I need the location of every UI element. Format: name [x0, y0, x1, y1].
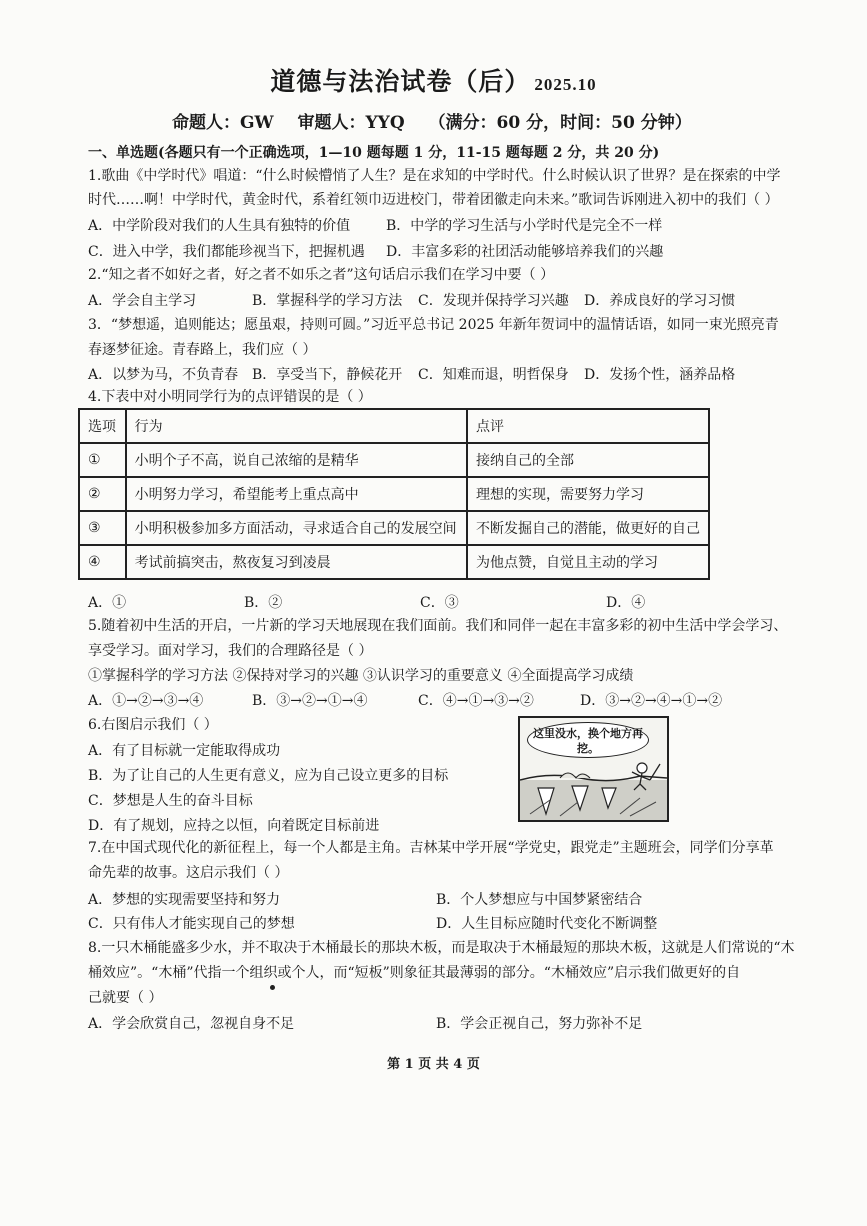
q8-line3: 己就要（ ）: [88, 990, 163, 1006]
table-row: [79, 477, 709, 511]
table-cell: ②: [79, 477, 126, 511]
table-cell: 小明个子不高，说自己浓缩的是精华: [126, 443, 467, 477]
q8-line2: 桶效应”。“木桶”代指一个组织或个人，而“短板”则象征其最薄弱的部分。“木桶效应”启示我们做更好的自: [88, 965, 741, 981]
q2-option-d: D．养成良好的学习习惯: [584, 293, 736, 309]
table-header-cell: 点评: [467, 409, 709, 443]
table-cell: 理想的实现，需要努力学习: [467, 477, 709, 511]
section-heading: 一、单选题(各题只有一个正确选项，1—10 题每题 1 分，11-15 题每题 2 分，共 20 分): [88, 145, 660, 161]
q5-line2: 享受学习。面对学习，我们的合理路径是（ ）: [88, 643, 373, 659]
q7-option-d: D．人生目标应随时代变化不断调整: [436, 916, 658, 932]
q5-line1: 5.随着初中生活的开启，一片新的学习天地展现在我们面前。我们和同伴一起在丰富多彩的初中生活中学会学习、: [88, 618, 788, 634]
q7-line1: 7.在中国式现代化的新征程上，每一个人都是主角。吉林某中学开展“学党史，跟党走”主题班会，同学们分享革: [88, 840, 774, 856]
q5-option-b: B．③→②→①→④: [252, 693, 368, 709]
q4-table: [78, 408, 710, 580]
q1-option-d: D．丰富多彩的社团活动能够培养我们的兴趣: [386, 244, 664, 260]
q5-option-d: D．③→②→④→①→②: [580, 693, 723, 709]
q6-line1: 6.右图启示我们（ ）: [88, 717, 218, 733]
q3-option-b: B．享受当下，静候花开: [252, 367, 403, 383]
table-cell: 小明积极参加多方面活动，寻求适合自己的发展空间: [126, 511, 467, 545]
q8-line1: 8.一只木桶能盛多少水，并不取决于木桶最长的那块木板，而是取决于木桶最短的那块木板，这就是人们常说的“木: [88, 940, 795, 956]
setter: 命题人：GW: [172, 113, 274, 133]
q4-option-b: B．②: [244, 595, 283, 611]
table-row: [79, 443, 709, 477]
q6-option-a: A．有了目标就一定能取得成功: [88, 743, 281, 759]
table-cell: 为他点赞，自觉且主动的学习: [467, 545, 709, 579]
q1-option-b: B．中学的学习生活与小学时代是完全不一样: [386, 218, 663, 234]
q7-option-a: A．梦想的实现需要坚持和努力: [88, 892, 281, 908]
q6-option-d: D．有了规划，应持之以恒，向着既定目标前进: [88, 818, 380, 834]
q5-option-a: A．①→②→③→④: [88, 693, 204, 709]
page-footer: 第 1 页 共 4 页: [387, 1057, 480, 1072]
table-cell: 不断发掘自己的潜能，做更好的自己: [467, 511, 709, 545]
q4-option-a: A．①: [88, 595, 127, 611]
table-header-cell: 选项: [79, 409, 126, 443]
table-row: [79, 545, 709, 579]
q1-line2: 时代……啊！中学时代，黄金时代，系着红领巾迈进校门，带着团徽走向未来。”歌词告诉刚进入初中的我们（ ）: [88, 192, 779, 208]
reviewer: 审题人：YYQ: [297, 113, 405, 133]
q4-line1: 4.下表中对小明同学行为的点评错误的是（ ）: [88, 389, 372, 405]
q7-option-b: B．个人梦想应与中国梦紧密结合: [436, 892, 643, 908]
table-header-cell: 行为: [126, 409, 467, 443]
table-cell: ③: [79, 511, 126, 545]
q3-option-a: A．以梦为马，不负青春: [88, 367, 239, 383]
q3-line2: 春逐梦征途。青春路上，我们应（ ）: [88, 342, 317, 358]
ink-dot: [270, 985, 275, 990]
q8-option-b: B．学会正视自己，努力弥补不足: [436, 1016, 643, 1032]
q1-line1: 1.歌曲《中学时代》唱道：“什么时候懵悄了人生？是在求知的中学时代。什么时候认识了世界？是在探索的中学: [88, 168, 781, 184]
table-row: [79, 511, 709, 545]
q4-option-d: D．④: [606, 595, 646, 611]
speech-bubble: 这里没水，换个地方再挖。: [527, 722, 649, 758]
q6-option-c: C．梦想是人生的奋斗目标: [88, 793, 253, 809]
table-cell: ④: [79, 545, 126, 579]
q7-line2: 命先辈的故事。这启示我们（ ）: [88, 865, 289, 881]
q1-option-c: C．进入中学，我们都能珍视当下，把握机遇: [88, 244, 365, 260]
table-cell: 考试前搞突击，熬夜复习到凌晨: [126, 545, 467, 579]
q1-option-a: A．中学阶段对我们的人生具有独特的价值: [88, 218, 351, 234]
q5-line3: ①掌握科学的学习方法 ②保持对学习的兴趣 ③认识学习的重要意义 ④全面提高学习成绩: [88, 668, 634, 684]
q4-option-c: C．③: [420, 595, 459, 611]
exam-title: [0, 62, 867, 98]
q2-line1: 2.“知之者不如好之者，好之者不如乐之者”这句话启示我们在学习中要（ ）: [88, 267, 555, 283]
q3-line1: 3．“梦想遥，追则能达；愿虽艰，持则可圆。”习近平总书记 2025 年新年贺词中的温情话语，如同一束光照亮青: [88, 317, 779, 333]
exam-year: 2025.10: [534, 75, 597, 94]
table-cell: 接纳自己的全部: [467, 443, 709, 477]
q2-option-a: A．学会自主学习: [88, 293, 197, 309]
table-cell: ①: [79, 443, 126, 477]
q3-option-d: D．发扬个性，涵养品格: [584, 367, 736, 383]
q6-option-b: B．为了让自己的人生更有意义，应为自己设立更多的目标: [88, 768, 449, 784]
q3-option-c: C．知难而退，明哲保身: [418, 367, 569, 383]
q7-option-c: C．只有伟人才能实现自己的梦想: [88, 916, 295, 932]
score-time: （满分：60 分，时间：50 分钟）: [428, 113, 692, 133]
table-cell: 小明努力学习，希望能考上重点高中: [126, 477, 467, 511]
q2-option-c: C．发现并保持学习兴趣: [418, 293, 569, 309]
q5-option-c: C．④→①→③→②: [418, 693, 534, 709]
exam-info: [172, 108, 710, 133]
table-header-row: [79, 409, 709, 443]
title-text: 道德与法治试卷（后）: [270, 67, 531, 96]
q8-option-a: A．学会欣赏自己，忽视自身不足: [88, 1016, 295, 1032]
q2-option-b: B．掌握科学的学习方法: [252, 293, 403, 309]
